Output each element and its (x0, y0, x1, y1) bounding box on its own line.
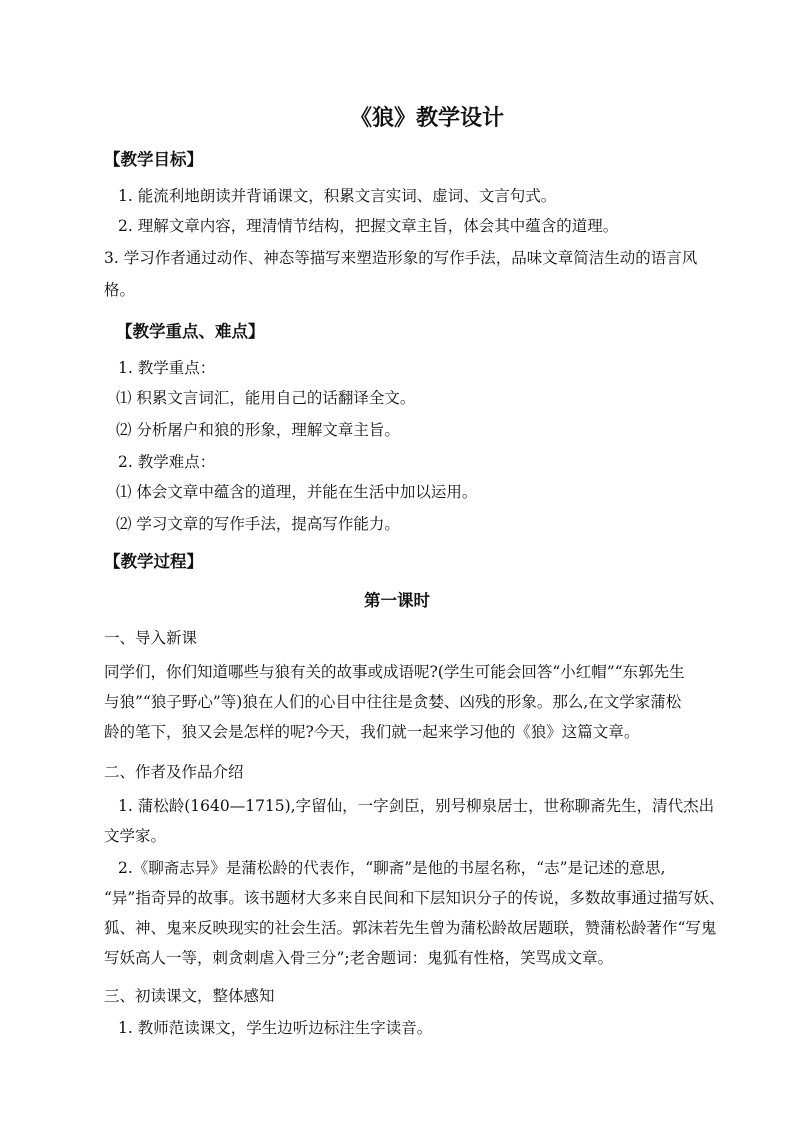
section-1-line-1: 同学们，你们知道哪些与狼有关的故事或成语呢?(学生可能会回答“小红帽”“东郭先生 (104, 663, 685, 681)
difficult-points-label: 2. 教学难点： (118, 453, 216, 471)
section-3-item-1: 1. 教师范读课文，学生边听边标注生字读音。 (118, 1019, 433, 1037)
objective-item-1: 1. 能流利地朗读并背诵课文，积累文言实词、虚词、文言句式。 (118, 187, 557, 205)
section-2-p1-line-2: 文学家。 (104, 827, 167, 845)
objective-item-2: 2. 理解文章内容，理清情节结构，把握文章主旨，体会其中蕴含的道理。 (118, 217, 619, 235)
section-1-line-3: 龄的笔下，狼又会是怎样的呢?今天，我们就一起来学习他的《狼》这篇文章。 (104, 723, 640, 741)
document-title: 《狼》教学设计 (349, 105, 504, 131)
objective-item-3: 3. 学习作者通过动作、神态等描写来塑造形象的写作手法，品味文章简洁生动的语言风 (104, 249, 698, 267)
section-2-title: 二、作者及作品介绍 (104, 763, 244, 781)
section-3-title: 三、初读课文，整体感知 (104, 987, 275, 1005)
key-points-heading: 【教学重点、难点】 (116, 322, 265, 341)
process-heading: 【教学过程】 (104, 552, 203, 571)
section-1-title: 一、导入新课 (104, 629, 198, 647)
section-2-p2-line-1: 2.《聊斋志异》是蒲松龄的代表作，“聊斋”是他的书屋名称，“志”是记述的意思, (118, 859, 666, 877)
difficult-point-item-2: ⑵ 学习文章的写作手法，提高写作能力。 (116, 515, 400, 533)
key-point-item-2: ⑵ 分析屠户和狼的形象，理解文章主旨。 (116, 421, 400, 439)
key-point-item-1: ⑴ 积累文言词汇，能用自己的话翻译全文。 (116, 389, 416, 407)
objectives-heading: 【教学目标】 (104, 150, 203, 169)
lesson-title: 第一课时 (364, 591, 430, 610)
section-2-p2-line-2: “异”指奇异的故事。该书题材大多来自民间和下层知识分子的传说，多数故事通过描写妖、 (104, 889, 725, 907)
section-1-line-2: 与狼”“狼子野心”等)狼在人们的心目中往往是贪婪、凶残的形象。那么,在文学家蒲松 (104, 693, 682, 711)
section-2-p1-line-1: 1. 蒲松龄(1640—1715),字留仙，一字剑臣，别号柳泉居士，世称聊斋先生，清代杰出 (118, 797, 715, 815)
section-2-p2-line-4: 写妖高人一等，刺贪刺虐入骨三分”;老舍题词：鬼狐有性格，笑骂成文章。 (104, 949, 614, 967)
section-2-p2-line-3: 狐、神、鬼来反映现实的社会生活。郭沫若先生曾为蒲松龄故居题联，赞蒲松龄著作“写鬼 (104, 919, 717, 937)
objective-item-3-cont: 格。 (104, 281, 136, 299)
difficult-point-item-1: ⑴ 体会文章中蕴含的道理，并能在生活中加以运用。 (116, 483, 478, 501)
key-points-label: 1. 教学重点： (118, 359, 216, 377)
